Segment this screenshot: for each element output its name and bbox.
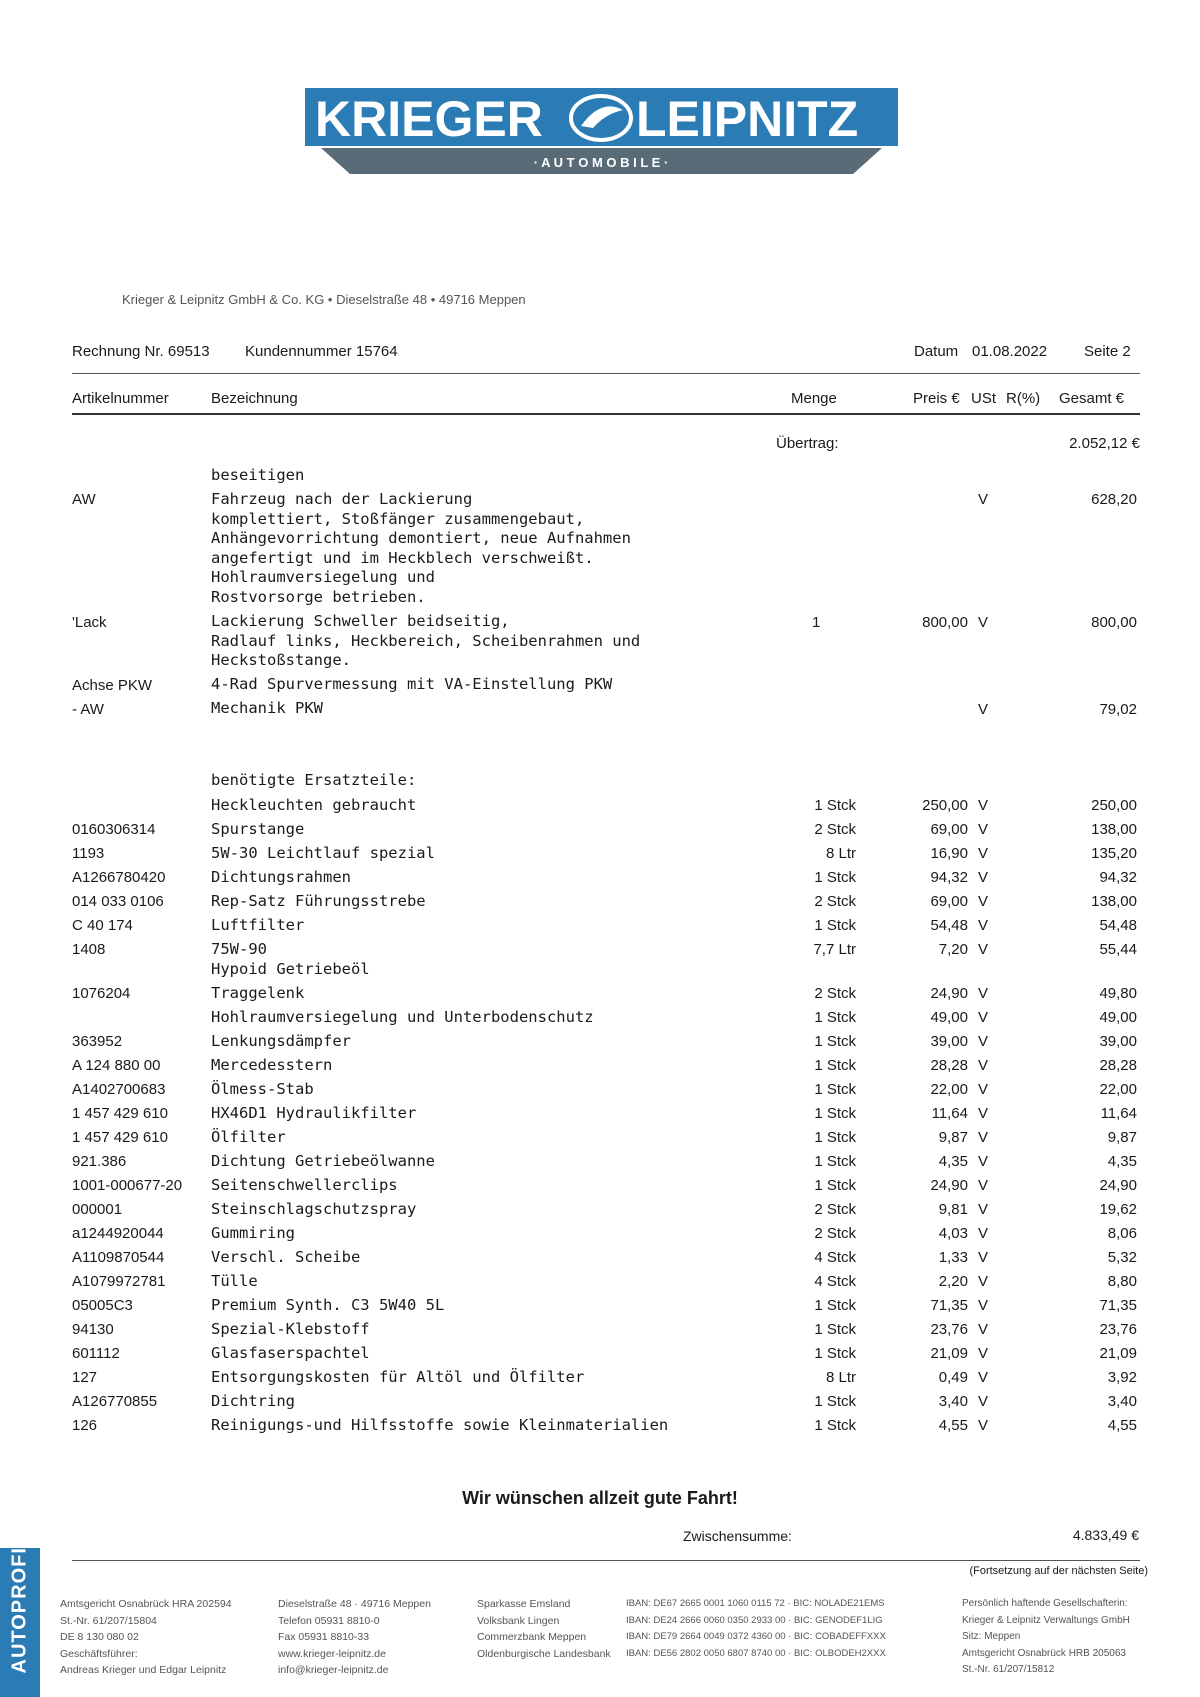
part-qty: 1 Stck — [814, 1177, 856, 1194]
page-number: Seite 2 — [1084, 343, 1131, 360]
part-article: 1 457 429 610 — [72, 1129, 168, 1146]
part-price: 4,03 — [938, 1225, 968, 1242]
part-article: A 124 880 00 — [72, 1057, 161, 1074]
part-price: 1,33 — [938, 1249, 968, 1266]
logo-tagline: · A U T O M O B I L E · — [533, 155, 669, 170]
carry-over-label: Übertrag: — [776, 435, 839, 452]
part-qty: 1 Stck — [814, 1153, 856, 1170]
part-desc: Heckleuchten gebraucht — [211, 796, 417, 814]
part-article: 1408 — [72, 941, 106, 958]
footer-divider — [72, 1560, 1140, 1561]
part-price: 0,49 — [938, 1369, 968, 1386]
part-vat: V — [978, 1345, 989, 1362]
part-total: 3,92 — [1107, 1369, 1137, 1386]
part-desc: Mercedesstern — [211, 1056, 333, 1074]
part-vat: V — [978, 1153, 989, 1170]
part-price: 4,35 — [938, 1153, 968, 1170]
part-price: 3,40 — [938, 1393, 968, 1410]
part-vat: V — [978, 1369, 989, 1386]
part-vat: V — [978, 985, 989, 1002]
part-total: 94,32 — [1099, 869, 1137, 886]
part-qty: 2 Stck — [814, 893, 856, 910]
part-price: 49,00 — [930, 1009, 968, 1026]
part-desc: Seitenschwellerclips — [211, 1176, 398, 1194]
part-desc: Luftfilter — [211, 916, 305, 934]
part-vat: V — [978, 1417, 989, 1434]
part-qty: 2 Stck — [814, 985, 856, 1002]
part-total: 11,64 — [1100, 1105, 1137, 1122]
footer-contact: Dieselstraße 48 · 49716 Meppen Telefon 05931 8810-0 Fax 05931 8810-33 www.krieger-leipnitz.de info@krieger-leipnitz.de — [278, 1598, 431, 1676]
part-desc: Premium Synth. C3 5W40 5L — [211, 1296, 445, 1314]
part-desc: 75W-90 — [211, 940, 267, 958]
part-article: 0160306314 — [72, 821, 156, 838]
col-total: Gesamt € — [1059, 390, 1125, 407]
part-vat: V — [978, 893, 989, 910]
part-total: 135,20 — [1091, 845, 1137, 862]
part-price: 24,90 — [930, 985, 968, 1002]
part-price: 54,48 — [930, 917, 968, 934]
part-article: 126 — [72, 1417, 98, 1434]
invoice-header — [72, 343, 1140, 365]
part-vat: V — [978, 1297, 989, 1314]
part-vat: V — [978, 941, 989, 958]
part-article: 014 033 0106 — [72, 893, 164, 910]
part-desc: Ölmess-Stab — [211, 1080, 314, 1098]
part-qty: 1 Stck — [814, 1321, 856, 1338]
part-price: 4,55 — [938, 1417, 968, 1434]
part-price: 39,00 — [930, 1033, 968, 1050]
part-qty: 2 Stck — [814, 1201, 856, 1218]
labor-article: Achse PKW — [72, 677, 153, 694]
part-price: 9,87 — [938, 1129, 968, 1146]
col-price: Preis € — [913, 390, 960, 407]
part-total: 138,00 — [1091, 893, 1137, 910]
part-vat: V — [978, 1009, 989, 1026]
part-qty: 2 Stck — [814, 1225, 856, 1242]
col-vat: USt — [971, 390, 997, 407]
part-total: 138,00 — [1091, 821, 1137, 838]
part-qty: 1 Stck — [814, 1009, 856, 1026]
part-total: 4,55 — [1107, 1417, 1137, 1434]
part-desc: Tülle — [211, 1272, 258, 1290]
subtotal-label: Zwischensumme: — [683, 1528, 792, 1544]
part-qty: 1 Stck — [814, 1033, 856, 1050]
part-qty: 1 Stck — [814, 1393, 856, 1410]
part-price: 23,76 — [930, 1321, 968, 1338]
part-vat: V — [978, 845, 989, 862]
part-article: 1076204 — [72, 985, 131, 1002]
part-desc-2: Hypoid Getriebeöl — [211, 960, 370, 978]
part-qty: 7,7 Ltr — [813, 941, 856, 958]
labor-vat: V — [978, 491, 989, 508]
part-article: A1109870544 — [72, 1249, 165, 1266]
part-desc: Rep-Satz Führungsstrebe — [211, 892, 426, 910]
part-vat: V — [978, 1225, 989, 1242]
footer-partner: Persönlich haftende Gesellschafterin: Krieger & Leipnitz Verwaltungs GmbH Sitz: Meppen Amtsgericht Osnabrück HRB 205063 St.-Nr. 61/207/15812 — [962, 1598, 1130, 1675]
labor-price: 800,00 — [922, 614, 968, 631]
part-vat: V — [978, 1249, 989, 1266]
col-discount: R(%) — [1006, 390, 1041, 407]
part-total: 5,32 — [1107, 1249, 1137, 1266]
logo-word-right: LEIPNITZ — [636, 91, 859, 147]
labor-article: 'Lack — [72, 614, 107, 631]
part-qty: 1 Stck — [814, 869, 856, 886]
part-price: 71,35 — [930, 1297, 968, 1314]
part-total: 19,62 — [1099, 1201, 1137, 1218]
part-qty: 1 Stck — [814, 1057, 856, 1074]
labor-vat: V — [978, 701, 989, 718]
part-qty: 1 Stck — [814, 917, 856, 934]
part-vat: V — [978, 1129, 989, 1146]
part-article: A1266780420 — [72, 869, 166, 886]
part-price: 9,81 — [938, 1201, 968, 1218]
part-price: 2,20 — [938, 1273, 968, 1290]
part-desc: HX46D1 Hydraulikfilter — [211, 1104, 417, 1122]
part-article: A1079972781 — [72, 1273, 166, 1290]
customer-number: Kundennummer 15764 — [245, 343, 398, 360]
carry-over-value: 2.052,12 € — [1069, 435, 1140, 452]
part-vat: V — [978, 1033, 989, 1050]
part-desc: Spezial-Klebstoff — [211, 1320, 370, 1338]
labor-total: 628,20 — [1091, 491, 1137, 508]
part-qty: 2 Stck — [814, 821, 856, 838]
part-desc: Dichtungsrahmen — [211, 868, 351, 886]
part-price: 28,28 — [930, 1057, 968, 1074]
part-qty: 1 Stck — [814, 1345, 856, 1362]
part-vat: V — [978, 1177, 989, 1194]
part-desc: Steinschlagschutzspray — [211, 1200, 417, 1218]
part-desc: Lenkungsdämpfer — [211, 1032, 351, 1050]
part-qty: 4 Stck — [814, 1249, 856, 1266]
date-label: Datum — [914, 343, 959, 360]
part-vat: V — [978, 1057, 989, 1074]
part-qty: 8 Ltr — [825, 845, 856, 862]
part-qty: 1 Stck — [814, 797, 856, 814]
logo-word-left: KRIEGER — [315, 91, 543, 147]
part-desc: Dichtung Getriebeölwanne — [211, 1152, 435, 1170]
part-vat: V — [978, 1393, 989, 1410]
part-desc: Ölfilter — [211, 1128, 286, 1146]
subtotal-value: 4.833,49 € — [1072, 1527, 1139, 1543]
continuation-note: (Fortsetzung auf der nächsten Seite) — [969, 1565, 1148, 1577]
invoice-date: 01.08.2022 — [972, 343, 1048, 360]
part-article: 000001 — [72, 1201, 123, 1218]
part-price: 250,00 — [922, 797, 968, 814]
part-total: 39,00 — [1099, 1033, 1137, 1050]
part-total: 21,09 — [1099, 1345, 1137, 1362]
part-total: 49,00 — [1099, 1009, 1137, 1026]
part-total: 28,28 — [1099, 1057, 1137, 1074]
part-article: 1 457 429 610 — [72, 1105, 168, 1122]
col-qty: Menge — [791, 390, 837, 407]
part-price: 22,00 — [930, 1081, 968, 1098]
part-qty: 1 Stck — [814, 1105, 856, 1122]
part-desc: 5W-30 Leichtlauf spezial — [211, 844, 435, 862]
part-article: 1001-000677-20 — [72, 1177, 183, 1194]
part-vat: V — [978, 917, 989, 934]
part-desc: Hohlraumversiegelung und Unterbodenschutz — [211, 1008, 594, 1026]
labor-total: 79,02 — [1099, 701, 1137, 718]
parts-heading: benötigte Ersatzteile: — [211, 771, 417, 789]
part-price: 69,00 — [930, 821, 968, 838]
labor-total: 800,00 — [1091, 614, 1137, 631]
part-total: 24,90 — [1099, 1177, 1137, 1194]
column-header-divider — [72, 413, 1140, 415]
labor-desc: 4-Rad Spurvermessung mit VA-Einstellung PKW — [211, 675, 613, 693]
part-article: C 40 174 — [72, 917, 133, 934]
part-qty: 1 Stck — [814, 1081, 856, 1098]
part-article: 363952 — [72, 1033, 123, 1050]
labor-article: - AW — [72, 701, 104, 718]
part-qty: 4 Stck — [814, 1273, 856, 1290]
company-logo — [305, 88, 898, 174]
part-article: 1193 — [72, 845, 105, 862]
part-vat: V — [978, 1201, 989, 1218]
labor-desc: Mechanik PKW — [211, 699, 323, 717]
part-qty: 8 Ltr — [825, 1369, 856, 1386]
part-qty: 1 Stck — [814, 1297, 856, 1314]
labor-qty: 1 — [812, 614, 821, 631]
part-price: 24,90 — [930, 1177, 968, 1194]
closing-greeting: Wir wünschen allzeit gute Fahrt! — [462, 1488, 738, 1508]
part-price: 16,90 — [930, 845, 968, 862]
part-price: 7,20 — [938, 941, 968, 958]
labor-desc: beseitigen — [211, 466, 305, 484]
part-total: 55,44 — [1099, 941, 1137, 958]
part-total: 22,00 — [1099, 1081, 1137, 1098]
labor-desc: Fahrzeug nach der Lackierung komplettiert, Stoßfänger zusammengebaut, Anhängevorrichtung demontiert, neue Aufnahmen angefertigt und im Heckblech verschweißt. Hohlraumversiegelung und Rostvorsorge betrieben. — [211, 490, 631, 606]
col-description: Bezeichnung — [211, 390, 298, 407]
part-price: 94,32 — [930, 869, 968, 886]
part-vat: V — [978, 1273, 989, 1290]
sender-address-line: Krieger & Leipnitz GmbH & Co. KG • Dieselstraße 48 • 49716 Meppen — [122, 292, 526, 307]
part-total: 250,00 — [1091, 797, 1137, 814]
footer-banks: Sparkasse Emsland Volksbank Lingen Commerzbank Meppen Oldenburgische Landesbank — [477, 1598, 611, 1660]
labor-vat: V — [978, 614, 989, 631]
part-article: 94130 — [72, 1321, 114, 1338]
footer-iban: IBAN: DE67 2665 0001 1060 0115 72 · BIC: NOLADE21EMS IBAN: DE24 2666 0060 0350 2933 00 · BIC: GENODEF1LIG IBAN: DE79 2664 0049 0372 4360 00 · BIC: COBADEFFXXX IBAN: DE56 2802 0050 6807 8740 00 · BIC: OLBODEH2XXX — [626, 1598, 886, 1659]
part-price: 21,09 — [930, 1345, 968, 1362]
labor-article: AW — [72, 491, 96, 508]
part-total: 8,80 — [1107, 1273, 1137, 1290]
part-article: A1402700683 — [72, 1081, 166, 1098]
part-article: 601112 — [72, 1345, 120, 1362]
part-total: 9,87 — [1107, 1129, 1137, 1146]
part-desc: Spurstange — [211, 820, 305, 838]
part-vat: V — [978, 1105, 989, 1122]
part-desc: Verschl. Scheibe — [211, 1248, 361, 1266]
part-price: 69,00 — [930, 893, 968, 910]
part-article: 921.386 — [72, 1153, 127, 1170]
part-total: 8,06 — [1107, 1225, 1137, 1242]
part-desc: Traggelenk — [211, 984, 305, 1002]
part-total: 4,35 — [1107, 1153, 1137, 1170]
part-total: 54,48 — [1099, 917, 1137, 934]
part-desc: Entsorgungskosten für Altöl und Ölfilter — [211, 1368, 585, 1386]
part-vat: V — [978, 1081, 989, 1098]
part-total: 49,80 — [1099, 985, 1137, 1002]
part-vat: V — [978, 1321, 989, 1338]
part-qty: 1 Stck — [814, 1417, 856, 1434]
part-article: a1244920044 — [72, 1225, 164, 1242]
part-qty: 1 Stck — [814, 1129, 856, 1146]
part-desc: Glasfaserspachtel — [211, 1344, 370, 1362]
part-article: 127 — [72, 1369, 98, 1386]
header-divider — [72, 373, 1140, 374]
part-article: 05005C3 — [72, 1297, 133, 1314]
labor-desc: Lackierung Schweller beidseitig, Radlauf links, Heckbereich, Scheibenrahmen und Heckstoßstange. — [211, 612, 641, 669]
part-vat: V — [978, 821, 989, 838]
part-total: 71,35 — [1099, 1297, 1137, 1314]
part-price: 11,64 — [931, 1105, 968, 1122]
side-badge: AUTOPROFI — [0, 1548, 40, 1697]
part-total: 3,40 — [1107, 1393, 1137, 1410]
part-vat: V — [978, 797, 989, 814]
part-desc: Gummiring — [211, 1224, 295, 1242]
footer-legal: Amtsgericht Osnabrück HRA 202594 St.-Nr. 61/207/15804 DE 8 130 080 02 Geschäftsführer: Andreas Krieger und Edgar Leipnitz — [60, 1598, 232, 1676]
part-total: 23,76 — [1099, 1321, 1137, 1338]
part-desc: Reinigungs-und Hilfsstoffe sowie Kleinmaterialien — [211, 1416, 669, 1434]
col-article: Artikelnummer — [72, 390, 169, 407]
part-desc: Dichtring — [211, 1392, 295, 1410]
part-article: A126770855 — [72, 1393, 158, 1410]
invoice-number: Rechnung Nr. 69513 — [72, 343, 210, 360]
part-vat: V — [978, 869, 989, 886]
